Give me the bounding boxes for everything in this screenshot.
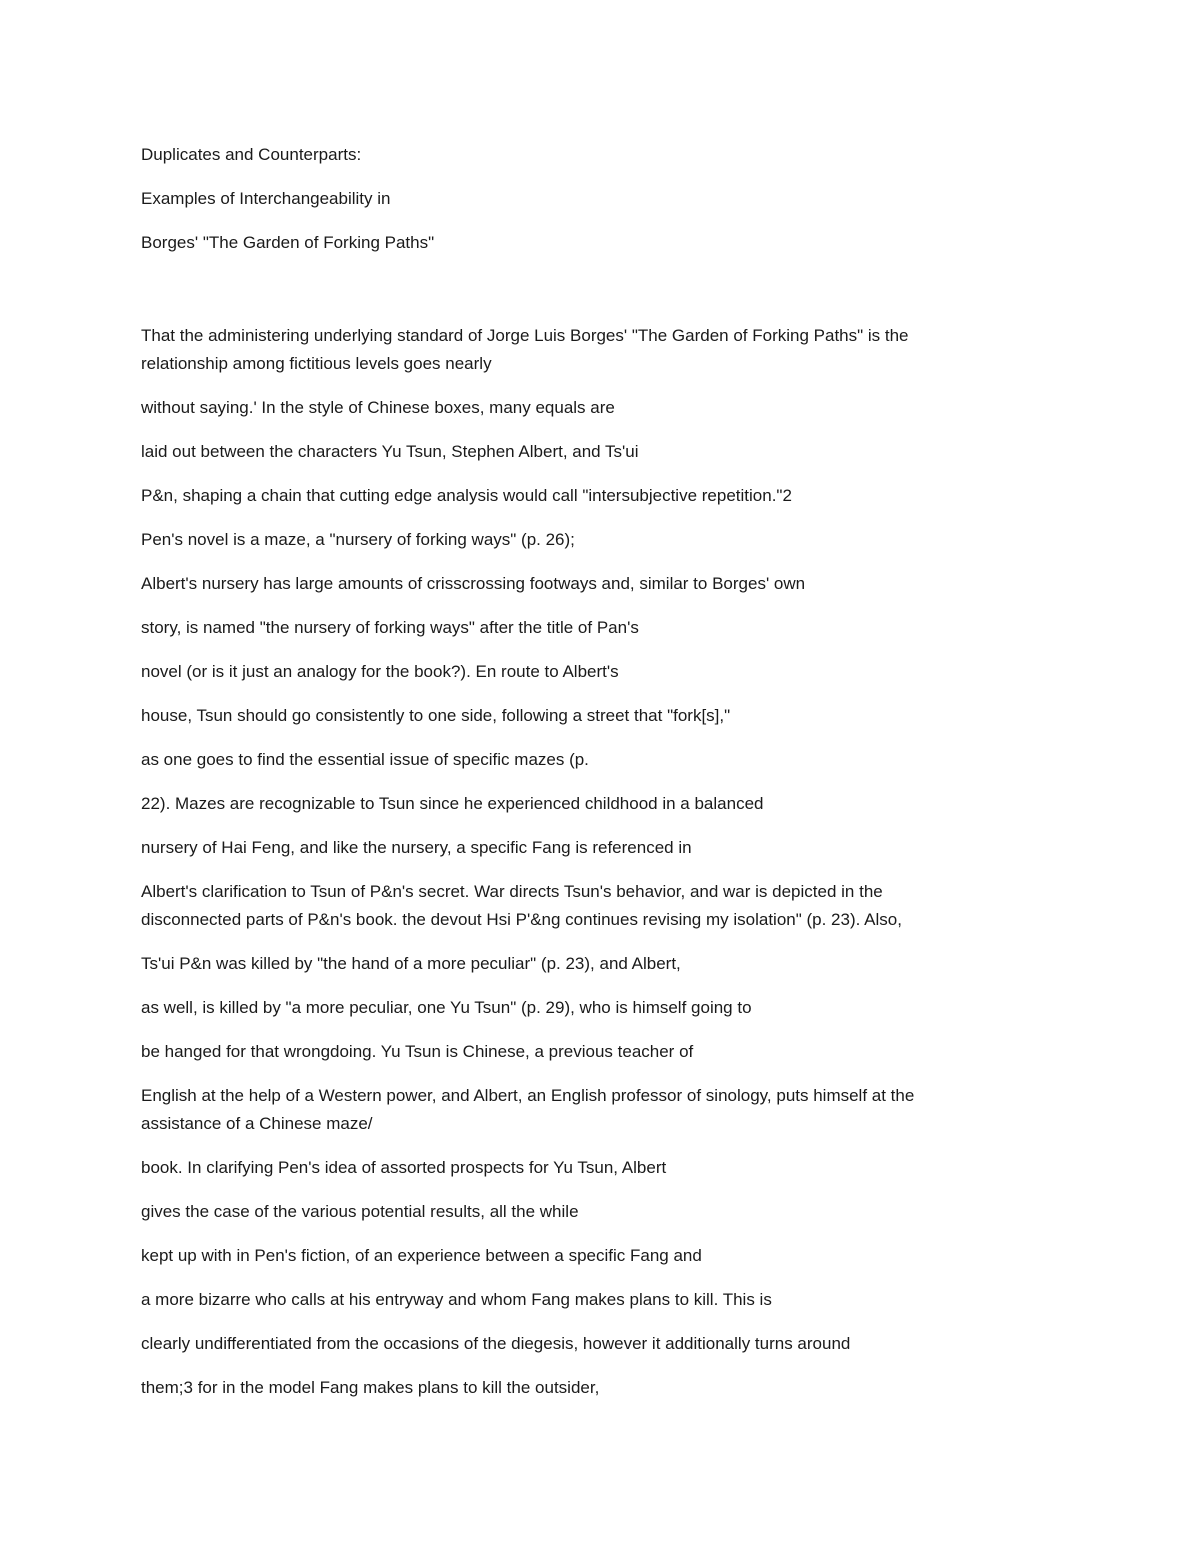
paragraph: story, is named "the nursery of forking ways" after the title of Pan's (141, 618, 639, 637)
paragraph: That the administering underlying standard of Jorge Luis Borges' "The Garden of Forking Paths" is the relationship among fictitious levels goes nearly (141, 326, 909, 373)
body-text (141, 322, 1041, 1418)
paragraph: them;3 for in the model Fang makes plans to kill the outsider, (141, 1378, 600, 1397)
title-line-1: Duplicates and Counterparts: (141, 145, 362, 164)
title-line-3: Borges' "The Garden of Forking Paths" (141, 233, 435, 252)
paragraph: gives the case of the various potential results, all the while (141, 1202, 579, 1221)
paragraph: laid out between the characters Yu Tsun, Stephen Albert, and Ts'ui (141, 442, 639, 461)
paragraph: house, Tsun should go consistently to one side, following a street that "fork[s]," (141, 706, 731, 725)
paragraph: Albert's clarification to Tsun of P&n's secret. War directs Tsun's behavior, and war is depicted in the disconnected parts of P&n's book. the devout Hsi P'&ng continues revising my isolation" (p. 23). Also, (141, 882, 902, 929)
title-line-2: Examples of Interchangeability in (141, 189, 391, 208)
paragraph: Ts'ui P&n was killed by "the hand of a more peculiar" (p. 23), and Albert, (141, 954, 681, 973)
paragraph: novel (or is it just an analogy for the book?). En route to Albert's (141, 662, 619, 681)
paragraph: clearly undifferentiated from the occasions of the diegesis, however it additionally turns around (141, 1334, 851, 1353)
paragraph: Pen's novel is a maze, a "nursery of forking ways" (p. 26); (141, 530, 575, 549)
paragraph: nursery of Hai Feng, and like the nursery, a specific Fang is referenced in (141, 838, 692, 857)
title-block (141, 145, 1041, 277)
paragraph: a more bizarre who calls at his entryway and whom Fang makes plans to kill. This is (141, 1290, 772, 1309)
paragraph: kept up with in Pen's fiction, of an experience between a specific Fang and (141, 1246, 702, 1265)
paragraph: Albert's nursery has large amounts of crisscrossing footways and, similar to Borges' own (141, 574, 806, 593)
paragraph: English at the help of a Western power, and Albert, an English professor of sinology, puts himself at the assistance of a Chinese maze/ (141, 1086, 915, 1133)
paragraph: be hanged for that wrongdoing. Yu Tsun is Chinese, a previous teacher of (141, 1042, 694, 1061)
paragraph: 22). Mazes are recognizable to Tsun since he experienced childhood in a balanced (141, 794, 764, 813)
paragraph: as one goes to find the essential issue of specific mazes (p. (141, 750, 589, 769)
paragraph: without saying.' In the style of Chinese boxes, many equals are (141, 398, 615, 417)
paragraph: book. In clarifying Pen's idea of assorted prospects for Yu Tsun, Albert (141, 1158, 667, 1177)
paragraph: as well, is killed by "a more peculiar, one Yu Tsun" (p. 29), who is himself going to (141, 998, 752, 1017)
paragraph: P&n, shaping a chain that cutting edge analysis would call "intersubjective repetition."2 (141, 486, 792, 505)
